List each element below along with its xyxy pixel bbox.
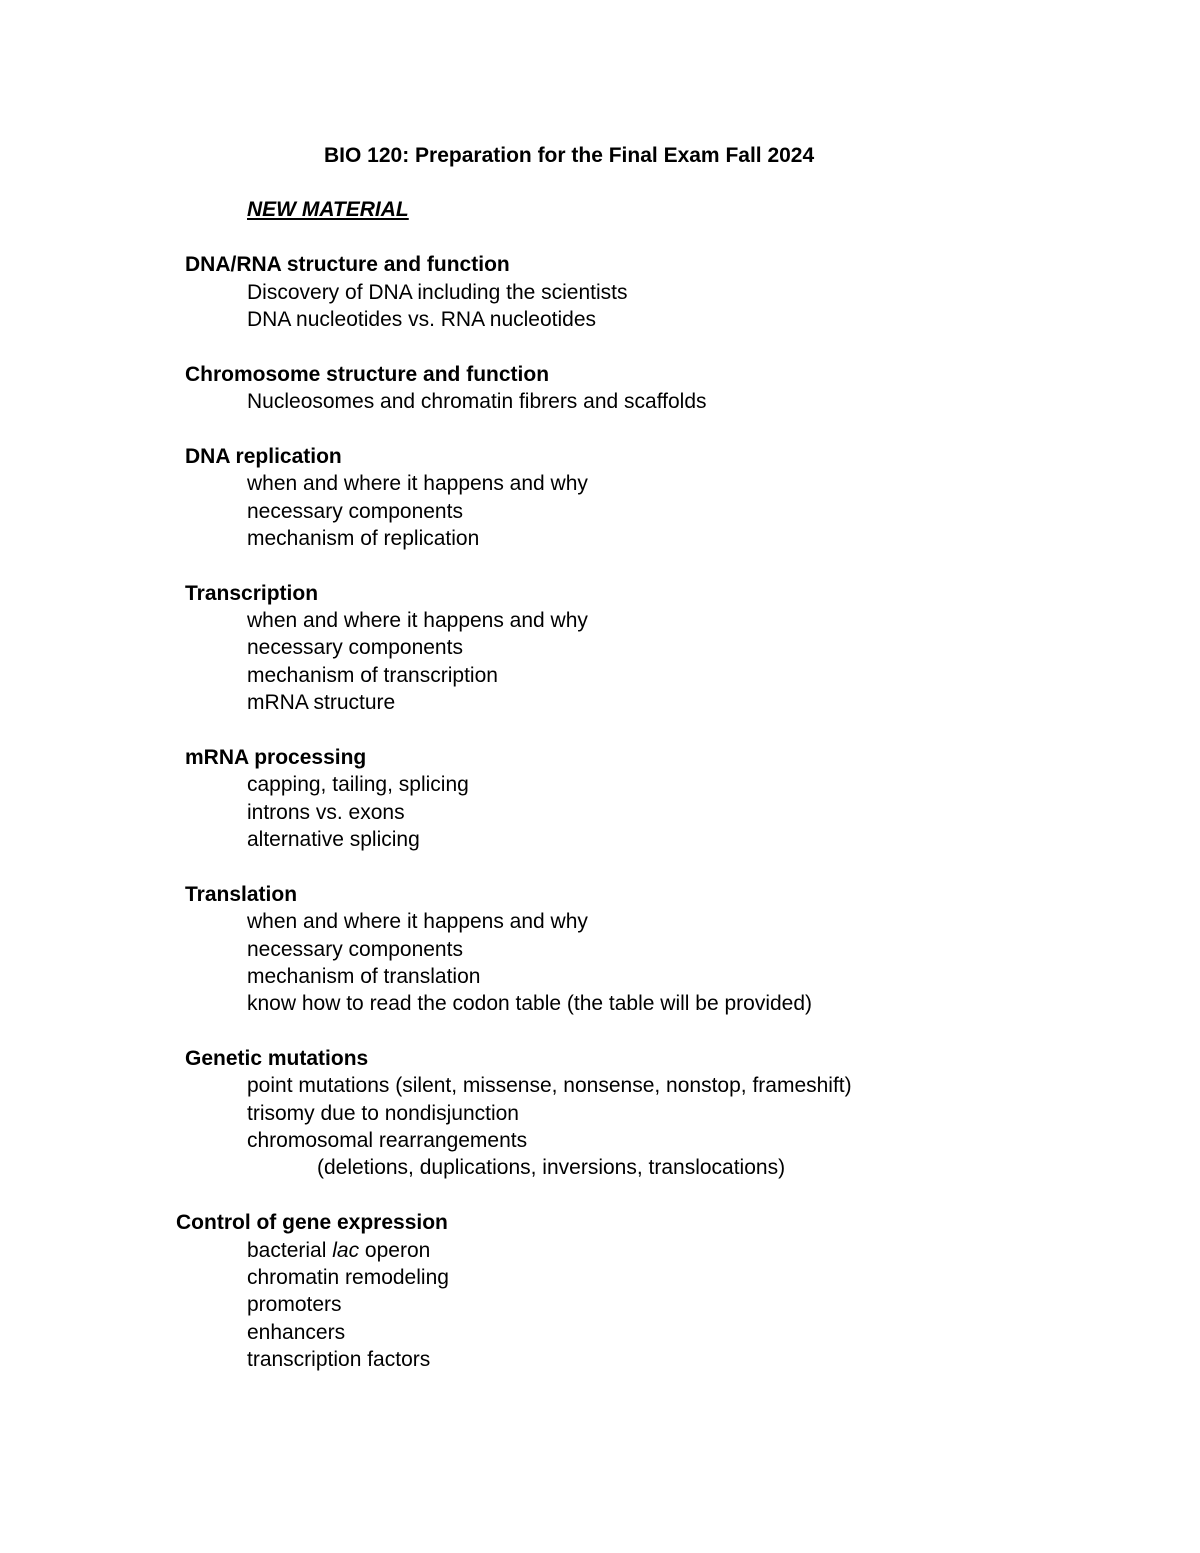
list-item: necessary components [247,938,463,961]
list-item: trisomy due to nondisjunction [247,1102,519,1125]
list-item: chromatin remodeling [247,1266,449,1289]
list-item: Nucleosomes and chromatin fibrers and scaffolds [247,390,707,413]
list-item: introns vs. exons [247,801,405,824]
new-material-label: NEW MATERIAL [247,198,409,221]
list-item: necessary components [247,500,463,523]
list-item: when and where it happens and why [247,472,588,495]
list-item: capping, tailing, splicing [247,773,469,796]
list-item: Discovery of DNA including the scientists [247,281,628,304]
italic-gene-name: lac [332,1239,360,1262]
list-item: when and where it happens and why [247,910,588,933]
list-item: know how to read the codon table (the table will be provided) [247,992,813,1015]
list-item: enhancers [247,1321,346,1344]
list-item: when and where it happens and why [247,609,588,632]
list-item: mechanism of translation [247,965,481,988]
section-heading-transcription: Transcription [185,582,319,605]
list-item: necessary components [247,636,463,659]
list-item: mRNA structure [247,691,396,714]
list-item: mechanism of replication [247,527,480,550]
list-item: point mutations (silent, missense, nonsense, nonstop, frameshift) [247,1074,852,1097]
list-item: alternative splicing [247,828,420,851]
list-item-text: bacterial [247,1239,333,1262]
list-item: chromosomal rearrangements [247,1129,528,1152]
list-item: transcription factors [247,1348,431,1371]
section-heading-genetic-mutations: Genetic mutations [185,1047,369,1070]
list-item: (deletions, duplications, inversions, translocations) [317,1156,786,1179]
page-title: BIO 120: Preparation for the Final Exam Fall 2024 [324,144,815,167]
list-item-text: operon [359,1239,431,1262]
section-heading-chromosome: Chromosome structure and function [185,363,550,386]
section-heading-dna-replication: DNA replication [185,445,342,468]
list-item: promoters [247,1293,342,1316]
section-heading-gene-expression: Control of gene expression [176,1211,448,1234]
list-item: mechanism of transcription [247,664,498,687]
list-item [247,1237,430,1264]
list-item: DNA nucleotides vs. RNA nucleotides [247,308,597,331]
section-heading-dna-rna: DNA/RNA structure and function [185,253,510,276]
section-heading-translation: Translation [185,883,298,906]
section-heading-mrna-processing: mRNA processing [185,746,367,769]
